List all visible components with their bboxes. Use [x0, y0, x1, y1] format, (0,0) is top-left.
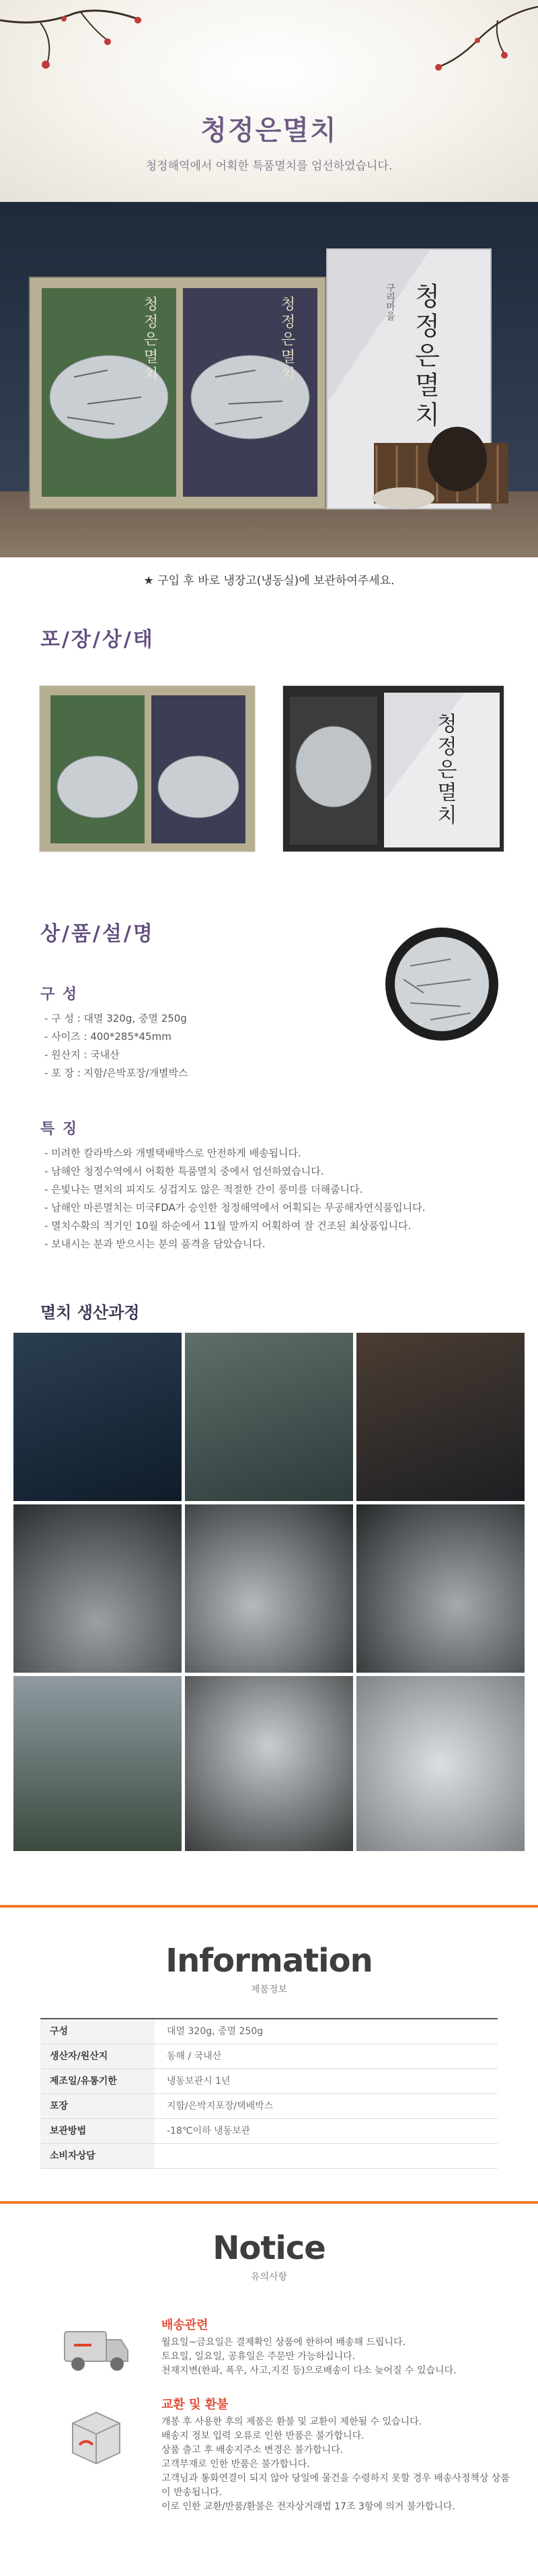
process-photo-drying-trays: [185, 1676, 353, 1851]
table-row: [40, 2119, 498, 2144]
features-title: 특 징: [40, 1121, 79, 1138]
section-divider: [0, 1905, 538, 1908]
information-heading: Information: [165, 1942, 373, 1980]
info-label: 제조일/유통기한: [40, 2069, 155, 2093]
feature-item: - 멸치수확의 적기인 10월 하순에서 11월 말까지 어획하여 잘 건조된 최상품입니다.: [44, 1220, 412, 1232]
composition-title: 구 성: [40, 986, 79, 1003]
process-section-title: 멸치 생산과정: [40, 1303, 140, 1322]
section-divider: [0, 2201, 538, 2204]
page-subtitle: 청정해역에서 어획한 특품멸치를 엄선하였습니다.: [145, 160, 393, 173]
product-showcase-photo: [0, 202, 538, 557]
anchovy-bowl-photo: [383, 926, 501, 1043]
information-caption: 제품정보: [250, 1984, 288, 1995]
hero-banner: [0, 0, 538, 202]
plum-branch-right-decoration: [430, 0, 538, 88]
plum-branch-left-decoration: [0, 0, 148, 114]
exchange-box-icon: [59, 2396, 133, 2470]
info-value: -18℃이하 냉동보관: [167, 2126, 251, 2136]
storage-notice: ★ 구입 후 바로 냉장고(냉동실)에 보관하여주세요.: [143, 574, 395, 588]
packaging-photo-open-box: [39, 685, 256, 852]
table-row: [40, 2069, 498, 2094]
process-photo-drying-yard: [13, 1676, 182, 1851]
composition-item: - 구 성 : 대멸 320g, 중멸 250g: [44, 1012, 187, 1024]
lid-box-brand-label: 청정은멸치: [433, 713, 457, 827]
info-value: 동해 / 국내산: [167, 2051, 222, 2062]
info-label: 포장: [40, 2094, 155, 2118]
delivery-truck-icon: [59, 2309, 133, 2383]
table-row: [40, 2094, 498, 2119]
composition-item: - 사이즈 : 400*285*45mm: [44, 1031, 171, 1043]
lid-small-label: 구리마을: [385, 283, 395, 320]
process-photo-steaming: [356, 1504, 525, 1673]
product-info-table: [40, 2018, 498, 2169]
packaging-section-title: 포/장/상/태: [40, 628, 155, 652]
info-value: 대멸 320g, 중멸 250g: [167, 2026, 264, 2037]
info-label: 구성: [40, 2019, 155, 2044]
lid-brand-calligraphy: 청정은멸치: [410, 283, 440, 431]
info-value: 지함/은박지포장/택배박스: [167, 2101, 274, 2112]
feature-item: - 남해안 마른멸치는 미국FDA가 승인한 청정해역에서 어획되는 무공해자연식품입니다.: [44, 1202, 426, 1214]
composition-item: - 원산지 : 국내산: [44, 1049, 120, 1061]
notice-caption: 유의사항: [250, 2272, 288, 2283]
table-row: [40, 2044, 498, 2069]
shipping-label: 배송관련: [161, 2318, 208, 2332]
process-photo-boiling-pot: [13, 1504, 182, 1673]
return-label: 교환 및 환불: [161, 2398, 229, 2412]
info-value: [155, 2144, 498, 2168]
process-photo-fish-splash: [356, 1333, 525, 1501]
info-value: 냉동보관시 1년: [167, 2076, 231, 2087]
info-label: 생산자/원산지: [40, 2044, 155, 2068]
notice-heading: Notice: [213, 2229, 325, 2267]
feature-item: - 남해안 청정수역에서 어획한 특품멸치 중에서 엄선하였습니다.: [44, 1165, 324, 1177]
table-row: [40, 2019, 498, 2044]
feature-item: - 미려한 칼라박스와 개별택배박스로 안전하게 배송됩니다.: [44, 1147, 301, 1159]
return-text: 개봉 후 사용한 후의 제품은 환불 및 교환이 제한될 수 있습니다. 배송지 정보 입력 오류로 인한 반품은 불가합니다. 상품 출고 후 배송지주소 변경은 불가합니다. 고객부재로 인한 반품은 불가합니다. 고객님과 통화연결이 되지 않아 당일에 물건을 수령하지 못할 경우 배송사정책상 상품이 반송됩니다. 이로 인한 교환/반품/환불은 전자상거래법 17조 3항에 의거 불가합니다.: [161, 2416, 510, 2512]
description-section-title: 상/품/설/명: [40, 922, 155, 946]
page-title: 청정은멸치: [200, 115, 338, 146]
production-process-photo-grid: [13, 1333, 525, 1851]
process-photo-baskets: [185, 1504, 353, 1673]
process-photo-fishing-net: [185, 1333, 353, 1501]
packaging-photo-lid-box: [282, 685, 504, 852]
composition-item: - 포 장 : 지함/은박포장/개별박스: [44, 1067, 188, 1079]
feature-item: - 보내시는 분과 받으시는 분의 품격을 담았습니다.: [44, 1238, 266, 1250]
info-label: 보관방법: [40, 2119, 155, 2143]
feature-item: - 은빛나는 멸치의 피지도 싱겁지도 않은 적절한 간이 풍미를 더해줍니다.: [44, 1183, 363, 1195]
info-label: 소비자상담: [40, 2144, 155, 2168]
box-left-brand-label: 청정은멸치: [141, 296, 158, 384]
composition-list: [44, 1010, 188, 1082]
process-photo-dried-anchovy: [356, 1676, 525, 1851]
box-right-brand-label: 청정은멸치: [278, 296, 295, 384]
shipping-text: 월요일~금요일은 결제확인 상품에 한하여 배송해 드립니다. 토요일, 일요일, 공휴일은 주문만 가능하십니다. 천재지변(한파, 폭우, 사고,지진 등)으로배송이 다소 늦어질 수 있습니다.: [161, 2337, 457, 2376]
table-row: [40, 2144, 498, 2169]
features-list: [44, 1144, 425, 1253]
process-photo-school-of-fish: [13, 1333, 182, 1501]
